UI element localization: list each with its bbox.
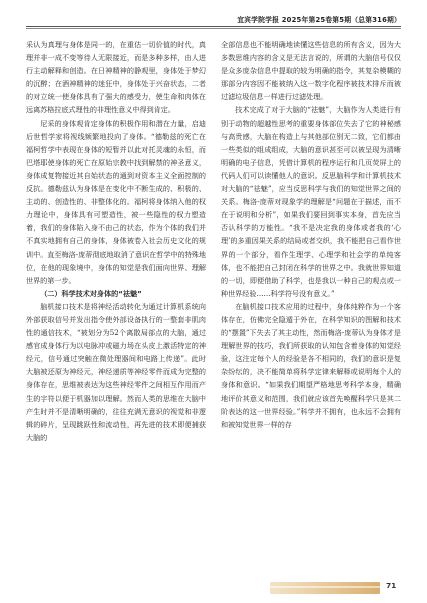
footer-decoration [270, 582, 380, 594]
paragraph: 采认为真理与身体是同一的，在重估一切价值的时代，真理并非一成不变等待人无限接近，而是多种多样，由人进行主动解释和创造。在日神精神的静观里，身体处于梦幻的沉醉；在酒神精神的迷狂中，身体处于兴奋状态，二者的对立统一使身体具有了强大的感受力，使生命和肉体在远离苏格拉底式理性的非理性意义中得到肯定。 [26, 40, 206, 115]
running-head: 宜宾学院学报 2025年第25卷第5期（总第316期） [237, 16, 401, 24]
paragraph: 尼采的身体观肯定身体的积极作用和潜在力量，启迪后世哲学家将视线频繁地投向了身体。“德勒兹的死亡在福柯哲学中表现在身体的短暂并以此对托灵魂的永恒，而巴塔耶使身体的死亡在原始宗教中找到解禁的神圣意义，身体成复物接近其自始状态的通到对资本主义全面控制的反抗。德勒兹认为身体是在变化中不断生成的、积极的、主动的、创造性的、非整体化的。福柯将身体纳入他的权力理论中，身体具有可塑造性，被一些隐性的权力塑造着，我们的身体陷入身不由己的状态，作为个体的我们并不真实地拥有自己的身体，身体被卷入社会历史文化的规训中。直至梅洛-庞蒂彻底地取消了意识在哲学中的特殊地位，在他的现象境中，身体的知觉是我们面向世界、理解世界的第一步。 [26, 118, 206, 285]
article-body [26, 38, 401, 568]
left-column [26, 38, 206, 568]
header-rule [26, 26, 401, 27]
section-subheading: （二）科学技术对身体的“祛魅” [40, 288, 142, 298]
header-bar [26, 8, 401, 24]
page-number: 71 [386, 581, 397, 590]
paragraph: 全部信息也不能明确地读懂这些信息的所有含义，因为大多数思维内容的含义是无法言说的，所谓的大脑信号仅仅是众多庞杂信息中提取的较为明确的指令，其复杂模糊的那部分内容因不能被纳入这一数字化程序被技术排斥而被过滤垃圾信息一样进行过滤处理。 [221, 40, 401, 102]
header-rule-thin [26, 28, 401, 29]
paragraph: 在脑机接口技术应用的过程中，身体纯粹作为一个客体存在，仿佛完全隐遁于外在，在科学知识的图解和技术的“摆置”下失去了其主动性，然而梅洛-庞蒂认为身体才是理解世界的技巧，我们所获取的认知包含着身体的知觉经验，这注定每个人的经验是各不相同的，我们的意识是复杂纷纭的，决不能简单将科学定律来解释或说明每个人的身体和意识。“如果我们期望严格地思考科学本身，精确地评价其意义和范围，我们就应该首先唤醒科学只是其二阶表达的这一世界经验。”科学并不拥有，也永远不会拥有和被知觉世界一样的存 [221, 301, 401, 429]
paragraph: 脑机接口技术是将神经活动转化为通过计算机系统向外部获取信号并发出指令使外部设备执行的一整套非肌肉性的通信技术，“被划分为52个离散局部点的大脑，通过感官成身体行为以电脉冲或磁力场在头皮上激活特定的神经元，信号通过突触在微处理器间和电路上传递”。此时大脑被还原为神经元，神经递质等神经零件而成为完整的身体存在，思维被表达为这些神经零件之间相互作用而产生的字符以便于机器加以理解。然而人类的思维在大脑中产生时并不是清晰明确的，往往充满无意识的视觉和非逻辑的碎片，呈现跳跃性和流动性，再先进的技术即便捕获大脑的 [26, 301, 206, 442]
paragraph: 技术完成了对于大脑的“祛魅”，大脑作为人类进行有别于动物的超越性思考的重要身体部位失去了它的神秘感与高贵感，大脑在构造上与其他部位别无二致，它们都由一些类似的组成组成，大脑的意识甚至可以被呈现为清晰明确的电子信息，凭借计算机的程序运行和几页荧屏上的代码人们可以读懂他人的意识。反思脑科学和计算机技术对大脑的“祛魅”，应当反思科学与我们的知觉世界之间的关系。梅洛-庞蒂对现象学的理解是“问题在于描述，而不在于说明和分析”，如果我们要回到事实本身，首先应当否认科学的万能性。“我不是决定我的身体或者我的‘心理’的多重因果关系的结局或者交织，我不能把自己看作世界的一个部分，看作生理学、心理学和社会学的单纯客体，也不能把自己封闭在科学的世界之中。我就世界知道的一切，即便借助了科学，也是我以一种自己的观点或一种世界经验……科学符号没有意义。” [221, 105, 401, 298]
right-column [221, 38, 401, 568]
